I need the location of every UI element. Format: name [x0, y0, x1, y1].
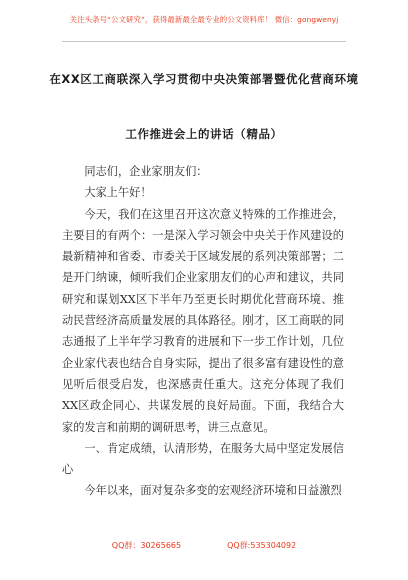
salutation: 同志们，企业家朋友们： — [84, 165, 208, 178]
header-note: 关注头条号“公文研究”，获得最新最全最专业的公文资料库！ 微信：gongwenyj — [69, 15, 339, 24]
document-title-line1: 在XX区工商联深入学习贯彻中央决策部署暨优化营商环境 — [49, 72, 359, 86]
document-title-line2: 工作推进会上的讲话（精品） — [125, 127, 283, 141]
paragraph-intro: 今天，我们在这里召开这次意义特殊的工作推进会，主要目的有两个：一是深入学习领会中央关于作风建设的最新精神和省委、市委关于区域发展的系列决策部署；二是开门纳谏，倾听我们企业家朋友们的心声和建议，共同研究和谋划XX区下半年乃至更长时期优化营商环境、推动民营经济高质量发展的具体路径。刚才，区工商联的同志通报了上半年学习教育的进展和下一步工作计划，几位企业家代表也结合自身实际，提出了很多富有建设性的意见听后很受启发，也深感责任重大。这充分体现了我们XX区政企同心、共谋发展的良好局面。下面，我结合大家的发言和前期的调研思考，讲三点意见。 — [62, 207, 344, 434]
header-divider — [62, 41, 346, 42]
greeting: 大家上午好！ — [84, 186, 152, 200]
document-body — [62, 161, 344, 502]
footer — [0, 540, 408, 551]
footer-qq-group-1: QQ群：30265665 — [111, 541, 182, 550]
paragraph-section1: 今年以来，面对复杂多变的宏观经济环境和日益激烈 — [84, 484, 342, 498]
footer-qq-group-2: QQ群:535304092 — [227, 541, 297, 550]
section-heading-1: 一、肯定成绩，认清形势，在服务大局中坚定发展信心 — [62, 441, 344, 477]
